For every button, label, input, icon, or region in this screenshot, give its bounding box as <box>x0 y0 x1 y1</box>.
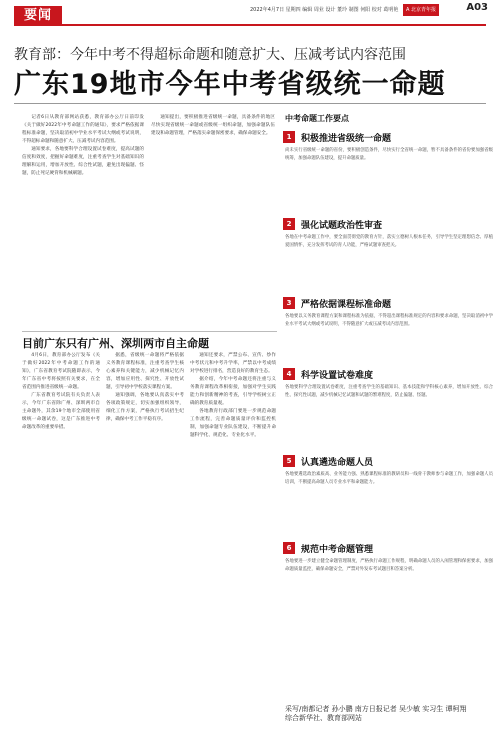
masthead-text: 2022年4月7日 星期四 编辑 周业 设计 董玲 制图 何阳 校对 葛明艳 <box>250 7 399 13</box>
article-block-1b <box>151 114 275 326</box>
article-paragraph: 据悉，省级统一命题将严格依据义务教育课程标准，注重考查学生核心素养和关键能力，减少机械记忆内容，增加应用性、探究性、开放性试题，引导初中学校落实课程方案。 <box>106 353 184 390</box>
article-paragraph: 各地教育行政部门要进一步规范命题工作流程，完善命题质量评价和监控机制，加强命题专业队伍建设，不断提升命题科学化、规范化、专业化水平。 <box>190 409 276 438</box>
key-point-body: 各地要进一步建立健全命题管理制度，严格执行命题工作规程，明确命题人员的入闱管理和保密要求，加强命题质量监控，确保命题安全，严禁对外发布考试题目和答案分析。 <box>285 559 493 572</box>
key-point-item <box>283 217 493 290</box>
article-paragraph: 记者6日从教育部网站获悉，教育部办公厅日前印发《关于做好2022年中考命题工作的通知》，要求严格依据课程标准命题，坚决取消初中学业水平考试大纲或考试说明，不得超标命题和随意扩大、压减考试内容范围。 <box>22 115 144 144</box>
key-point-body: 各地要科学合理设置试卷难度，注重考查学生的基础知识、基本技能和学科核心素养，增加开放性、综合性、探究性试题，减少机械记忆试题和试题的繁难程度，防止偏题、怪题。 <box>285 385 493 398</box>
page-header <box>0 0 500 26</box>
kicker-headline: 教育部：今年中考不得超标命题和随意扩大、压减考试内容范围 <box>14 47 406 63</box>
key-point-header <box>283 296 493 310</box>
sidebar-title: 中考命题工作要点 <box>285 114 349 123</box>
sidebar-key-points <box>283 112 493 745</box>
key-point-item <box>283 541 493 606</box>
key-point-header <box>283 367 493 381</box>
key-point-title: 强化试题政治性审查 <box>301 220 383 231</box>
article-block-2c <box>190 352 276 742</box>
header-rule <box>62 24 486 26</box>
key-point-body: 各地要以义务教育课程方案和课程标准为依据，不得超出课程标准规定的内容和要求命题，坚决取消初中学业水平考试大纲或考试说明，不得随意扩大或压减考试内容范围。 <box>285 314 493 327</box>
article-paragraph: 通知要求，各地要科学合理设置试卷难度，提高试题的信度和效度，把握好命题难度，注重考查学生对基础知识的理解和运用，增加开放性、综合性试题，避免出现偏题、怪题，防止死记硬背和机械刷题。 <box>22 147 144 176</box>
key-point-item <box>283 296 493 361</box>
key-point-title: 科学设置试卷难度 <box>301 370 374 381</box>
byline-text: 采写/南都记者 孙小鹏 南方日报记者 吴少敏 实习生 谭柯翔 综合新华社、教育部网站 <box>285 705 467 722</box>
page-number: A03 <box>466 2 488 13</box>
main-headline: 广东19地市今年中考省级统一命题 <box>14 69 446 100</box>
key-point-item <box>283 130 493 211</box>
key-point-body: 各地在中考命题工作中，要全面贯彻党的教育方针，落实立德树人根本任务，引导学生坚定理想信念、厚植爱国情怀，充分发挥考试的育人功能，严格试题审查把关。 <box>285 235 493 248</box>
article-paragraph: 通知提出，要积极推进省级统一命题，具备条件的地区尽快实现省级统一命题或省级统一组织命题，加强命题队伍建设和命题管理，严格落实命题保密要求，确保命题安全。 <box>151 115 275 136</box>
key-point-number: 4 <box>283 368 295 380</box>
key-point-number: 3 <box>283 297 295 309</box>
article-paragraph: 广东省教育考试院有关负责人表示，今年广东省除广州、深圳两市自主命题外，其余19个地市全部使用省级统一命题试卷，这是广东推进中考命题改革的重要举措。 <box>22 393 100 430</box>
article-paragraph: 据介绍，今年中考命题还将注重与义务教育课程改革相衔接，加强对学生实践能力和创新精神的考查，引导学校树立正确的教育质量观。 <box>190 377 276 406</box>
key-point-header <box>283 454 493 468</box>
key-point-number: 1 <box>283 131 295 143</box>
article-paragraph: 通知还要求，严禁公布、宣传、炒作中考状元和中考升学率，严禁以中考成绩对学校进行排名，营造良好的教育生态。 <box>190 353 276 374</box>
key-point-title: 积极推进省级统一命题 <box>301 133 392 144</box>
key-point-header <box>283 541 493 555</box>
article-paragraph: 4月6日，教育部办公厅发布《关于做好2022年中考命题工作的通知》，广东省教育考试院随即表示，今年广东省中考将按照有关要求，在全省范围内推进省级统一命题。 <box>22 353 100 390</box>
key-point-header <box>283 130 493 144</box>
article-block-2a <box>22 352 100 742</box>
key-point-body: 各地要遴选政治素质高、业务能力强、熟悉课程标准的教研员和一线骨干教师参与命题工作，加强命题人员培训，不断提高命题人员专业水平和命题能力。 <box>285 472 493 485</box>
key-point-body: 尚未实行省级统一命题的省份，要积极创造条件，尽快实行全省统一命题，暂不具备条件的省份要加强省级统筹，加强命题队伍建设，提升命题质量。 <box>285 148 493 161</box>
byline <box>285 705 490 723</box>
key-point-item <box>283 454 493 535</box>
headline-divider <box>14 103 486 104</box>
section-tag: 要闻 <box>14 6 62 26</box>
key-point-number: 5 <box>283 455 295 467</box>
article-paragraph: 通知强调，各地要认真落实中考各项政策规定，切实加强组织领导，细化工作方案，严格执行考试招生纪律，确保中考工作平稳有序。 <box>106 393 184 422</box>
key-point-number: 2 <box>283 218 295 230</box>
key-point-header <box>283 217 493 231</box>
masthead <box>250 4 490 16</box>
article-block-2b <box>106 352 184 742</box>
key-point-item <box>283 367 493 448</box>
key-point-number: 6 <box>283 542 295 554</box>
key-point-title: 严格依据课程标准命题 <box>301 299 392 310</box>
key-point-title: 认真遴选命题人员 <box>301 457 374 468</box>
article-subhead: 目前广东只有广州、深圳两市自主命题 <box>22 331 277 351</box>
key-point-title: 规范中考命题管理 <box>301 544 374 555</box>
section-badge: A 北京青年报 <box>403 4 439 16</box>
article-block-1a <box>22 114 144 326</box>
